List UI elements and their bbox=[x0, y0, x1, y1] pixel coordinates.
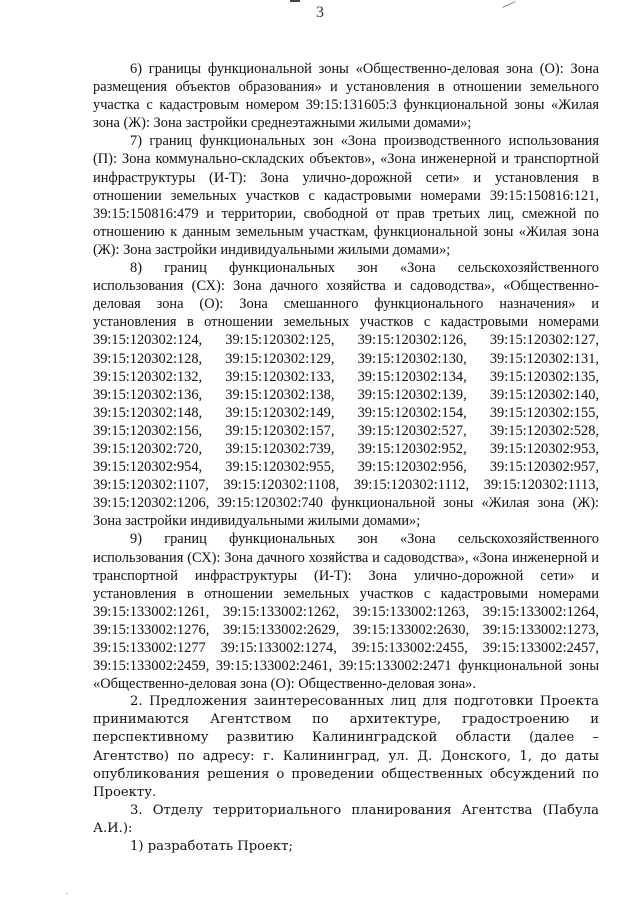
paragraph-item-7: 7) границ функциональных зон «Зона производственного использования (П): Зона коммунально-складских объектов», «Зона инженерной и транспортной инфраструктуры (И-Т): Зона улично-дорожной сети» и установления в отношении земельных участков с кадастровыми номерами 39:15:150816:121, 39:15:150816:479 и территории, свободной от прав третьих лиц, смежной по отношению к данным земельным участкам, функциональной зоны «Жилая зона (Ж): Зона застройки индивидуальными жилыми домами»; bbox=[93, 133, 599, 258]
scan-mark bbox=[290, 0, 300, 2]
paragraph-item-6: 6) границы функциональной зоны «Общественно-деловая зона (О): Зона размещения объектов образования» и установления в отношении земельного участка с кадастровым номером 39:15:131605:3 функциональной зоны «Жилая зона (Ж): Зона застройки среднеэтажными жилыми домами»; bbox=[93, 61, 599, 132]
paragraph-section-3-item-1: 1) разработать Проект; bbox=[130, 839, 293, 855]
document-body bbox=[93, 60, 599, 856]
page-number: 3 bbox=[316, 4, 324, 21]
paragraph-section-2: 2. Предложения заинтересованных лиц для подготовки Проекта принимаются Агентством по архитектуре, градостроению и перспективному развитию Калининградской области (далее – Агентство) по адресу: г. Калининград, ул. Д. Донского, 1, до даты опубликования решения о проведении общественных обсуждений по Проекту. bbox=[93, 694, 599, 800]
scan-dot bbox=[66, 893, 68, 894]
paragraph-item-9: 9) границ функциональных зон «Зона сельскохозяйственного использования (СХ): Зона дачного хозяйства и садоводства», «Зона инженерной и транспортной инфраструктуры (И-Т): Зона улично-дорожной сети» и установления в отношении земельных участков с кадастровыми номерами 39:15:133002:1261, 39:15:133002:1262, 39:15:133002:1263, 39:15:133002:1264, 39:15:133002:1276, 39:15:133002:2629, 39:15:133002:2630, 39:15:133002:1273, 39:15:133002:1277 39:15:133002:1274, 39:15:133002:2455, 39:15:133002:2457, 39:15:133002:2459, 39:15:133002:2461, 39:15:133002:2471 функциональной зоны «Общественно-деловая зона (О): Общественно-деловая зона». bbox=[93, 531, 599, 693]
paragraph-item-8: 8) границ функциональных зон «Зона сельскохозяйственного использования (СХ): Зона дачного хозяйства и садоводства», «Общественно-деловая зона (О): Зона смешанного функционального назначения» и установления в отношении земельных участков с кадастровыми номерами 39:15:120302:124, 39:15:120302:125, 39:15:120302:126, 39:15:120302:127, 39:15:120302:128, 39:15:120302:129, 39:15:120302:130, 39:15:120302:131, 39:15:120302:132, 39:15:120302:133, 39:15:120302:134, 39:15:120302:135, 39:15:120302:136, 39:15:120302:138, 39:15:120302:139, 39:15:120302:140, 39:15:120302:148, 39:15:120302:149, 39:15:120302:154, 39:15:120302:155, 39:15:120302:156, 39:15:120302:157, 39:15:120302:527, 39:15:120302:528, 39:15:120302:720, 39:15:120302:739, 39:15:120302:952, 39:15:120302:953, 39:15:120302:954, 39:15:120302:955, 39:15:120302:956, 39:15:120302:957, 39:15:120302:1107, 39:15:120302:1108, 39:15:120302:1112, 39:15:120302:1113, 39:15:120302:1206, 39:15:120302:740 функциональной зоны «Жилая зона (Ж): Зона застройки индивидуальными жилыми домами»; bbox=[93, 260, 599, 530]
paragraph-section-3: 3. Отделу территориального планирования Агентства (Пабула А.И.): bbox=[93, 802, 599, 836]
